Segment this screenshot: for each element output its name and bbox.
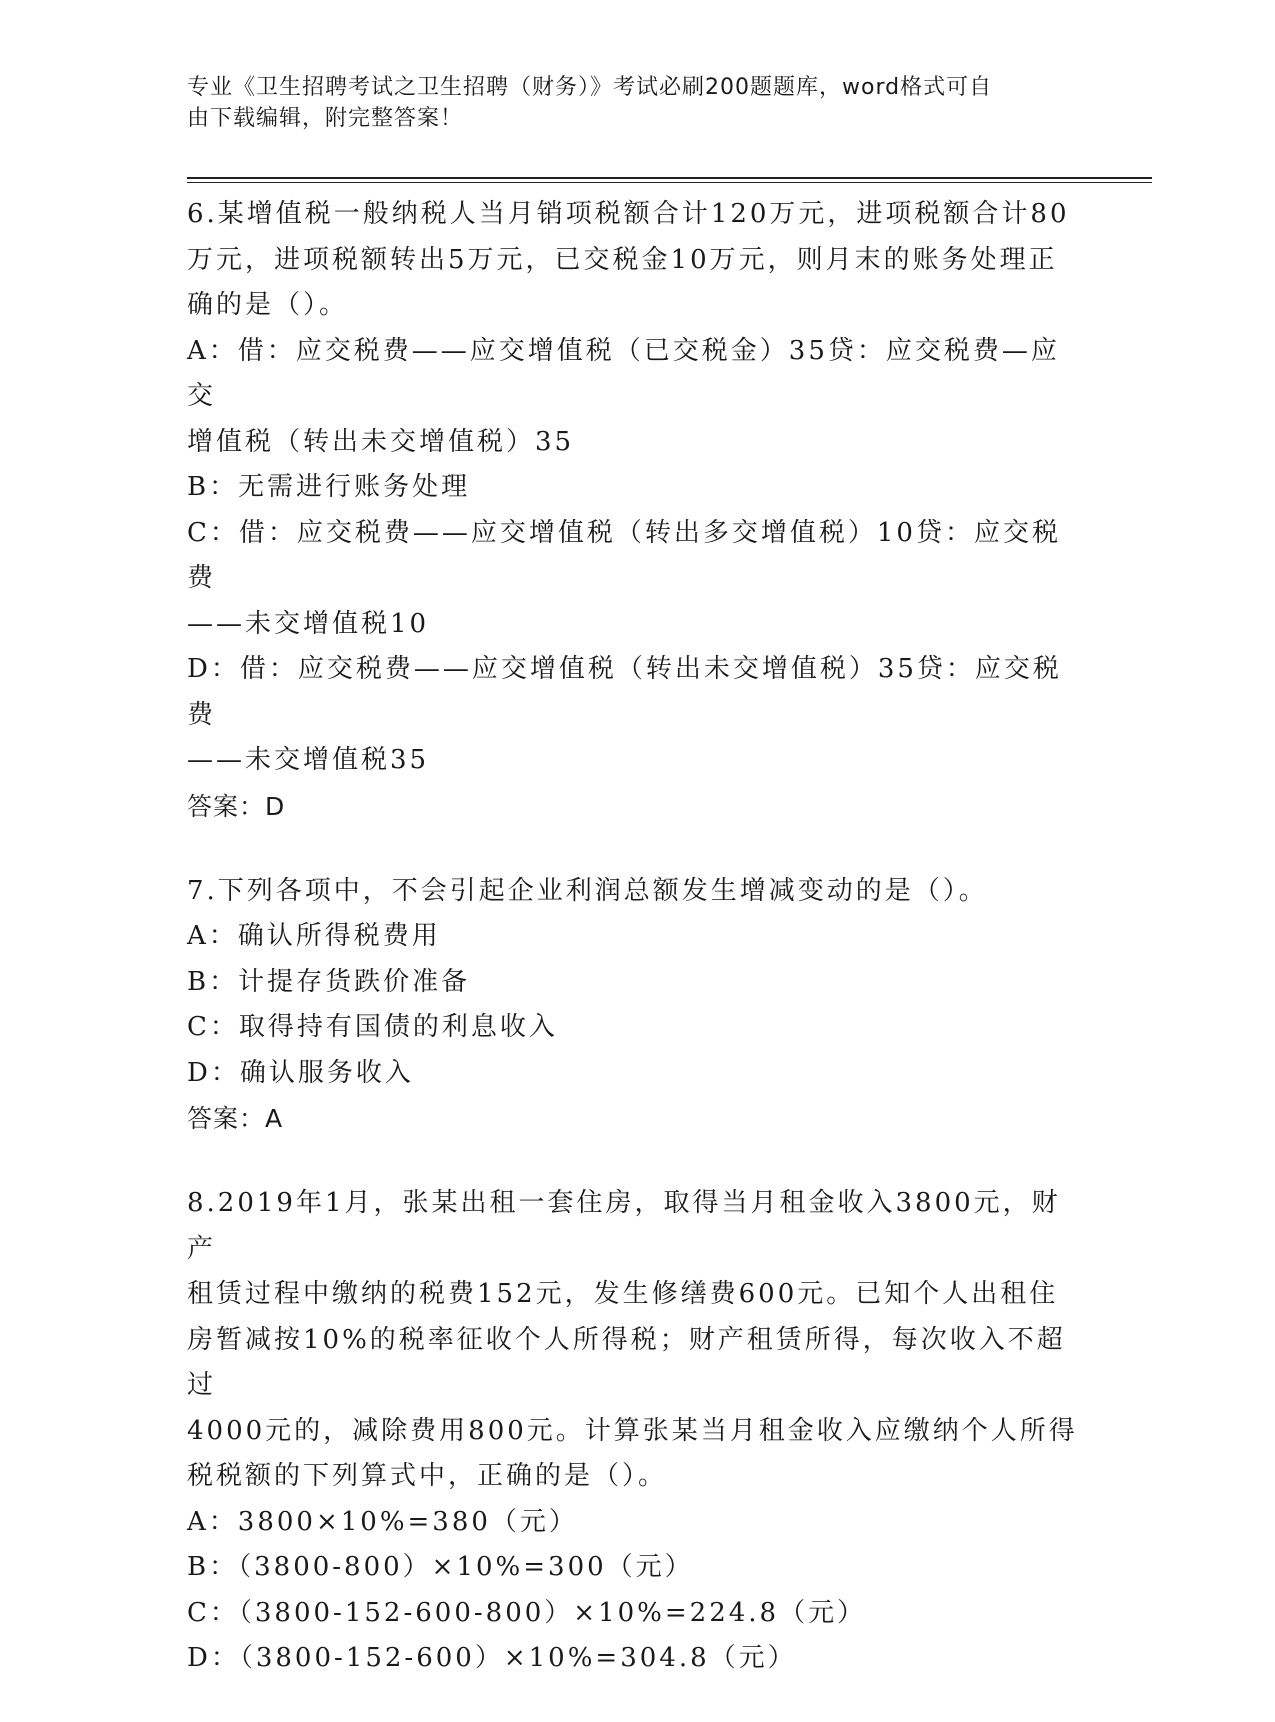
option-line: B：（3800-800）×10%=300（元） <box>187 1552 694 1582</box>
option-line: A：借：应交税费——应交增值税（已交税金）35贷：应交税费—应交 <box>187 335 1060 411</box>
question-stem-line: 税税额的下列算式中，正确的是（）。 <box>187 1461 668 1491</box>
option-line: A：确认所得税费用 <box>187 921 441 951</box>
option-line: 增值税（转出未交增值税）35 <box>187 426 575 457</box>
question-stem-line: 租赁过程中缴纳的税费152元，发生修缮费600元。已知个人出租住 <box>187 1279 1059 1309</box>
option-line: A：3800×10%=380（元） <box>187 1506 578 1537</box>
option-line: C：（3800-152-600-800）×10%=224.8（元） <box>187 1597 867 1628</box>
document-header <box>187 72 1087 134</box>
question-list <box>187 192 1087 1722</box>
option-line: D：借：应交税费——应交增值税（转出未交增值税）35贷：应交税费 <box>187 654 1062 730</box>
answer-option <box>187 465 1087 511</box>
answer-option <box>187 1591 1087 1637</box>
answer-option <box>187 914 1087 960</box>
answer-option <box>187 1500 1087 1546</box>
question-stem-line: 8.2019年1月，张某出租一套住房，取得当月租金收入3800元，财产 <box>187 1188 1061 1264</box>
option-line: D：确认服务收入 <box>187 1057 414 1088</box>
option-line: D：（3800-152-600）×10%=304.8（元） <box>187 1643 797 1673</box>
header-divider-thick <box>187 177 1152 179</box>
answer-option <box>187 1545 1087 1591</box>
option-line: B：计提存货跌价准备 <box>187 966 471 997</box>
question-stem-line: 4000元的，减除费用800元。计算张某当月租金收入应缴纳个人所得 <box>187 1415 1078 1446</box>
question-stem-line: 7.下列各项中，不会引起企业利润总额发生增减变动的是（）。 <box>187 875 988 906</box>
answer-option <box>187 647 1087 784</box>
answer-key: 答案：A <box>187 1104 284 1133</box>
header-title <box>187 72 1057 134</box>
option-line: C：借：应交税费——应交增值税（转出多交增值税）10贷：应交税费 <box>187 517 1061 593</box>
answer-option <box>187 960 1087 1006</box>
question-block <box>187 1181 1087 1682</box>
option-line: C：取得持有国债的利息收入 <box>187 1012 558 1042</box>
question-stem-line: 6.某增值税一般纳税人当月销项税额合计120万元，进项税额合计80 <box>187 199 1070 229</box>
answer-option <box>187 511 1087 648</box>
answer-option <box>187 329 1087 466</box>
question-block <box>187 869 1087 1142</box>
answer-option <box>187 1005 1087 1051</box>
option-line: ——未交增值税10 <box>187 608 430 639</box>
question-stem-line: 万元，进项税额转出5万元，已交税金10万元，则月末的账务处理正 <box>187 244 1058 275</box>
answer-option <box>187 1636 1087 1682</box>
header-divider-thin <box>187 182 1152 183</box>
question-stem-line: 确的是（）。 <box>187 290 349 320</box>
answer-key: 答案：D <box>187 791 286 821</box>
header-line-2: 由下载编辑，附完整答案！ <box>187 106 464 131</box>
option-line: ——未交增值税35 <box>187 745 430 775</box>
option-line: B：无需进行账务处理 <box>187 472 471 502</box>
header-line-1: 专业《卫生招聘考试之卫生招聘（财务）》考试必刷200题题库，word格式可自 <box>187 75 993 100</box>
answer-option <box>187 1051 1087 1097</box>
question-stem-line: 房暂减按10%的税率征收个人所得税；财产租赁所得，每次收入不超过 <box>187 1324 1066 1400</box>
question-block <box>187 192 1087 829</box>
